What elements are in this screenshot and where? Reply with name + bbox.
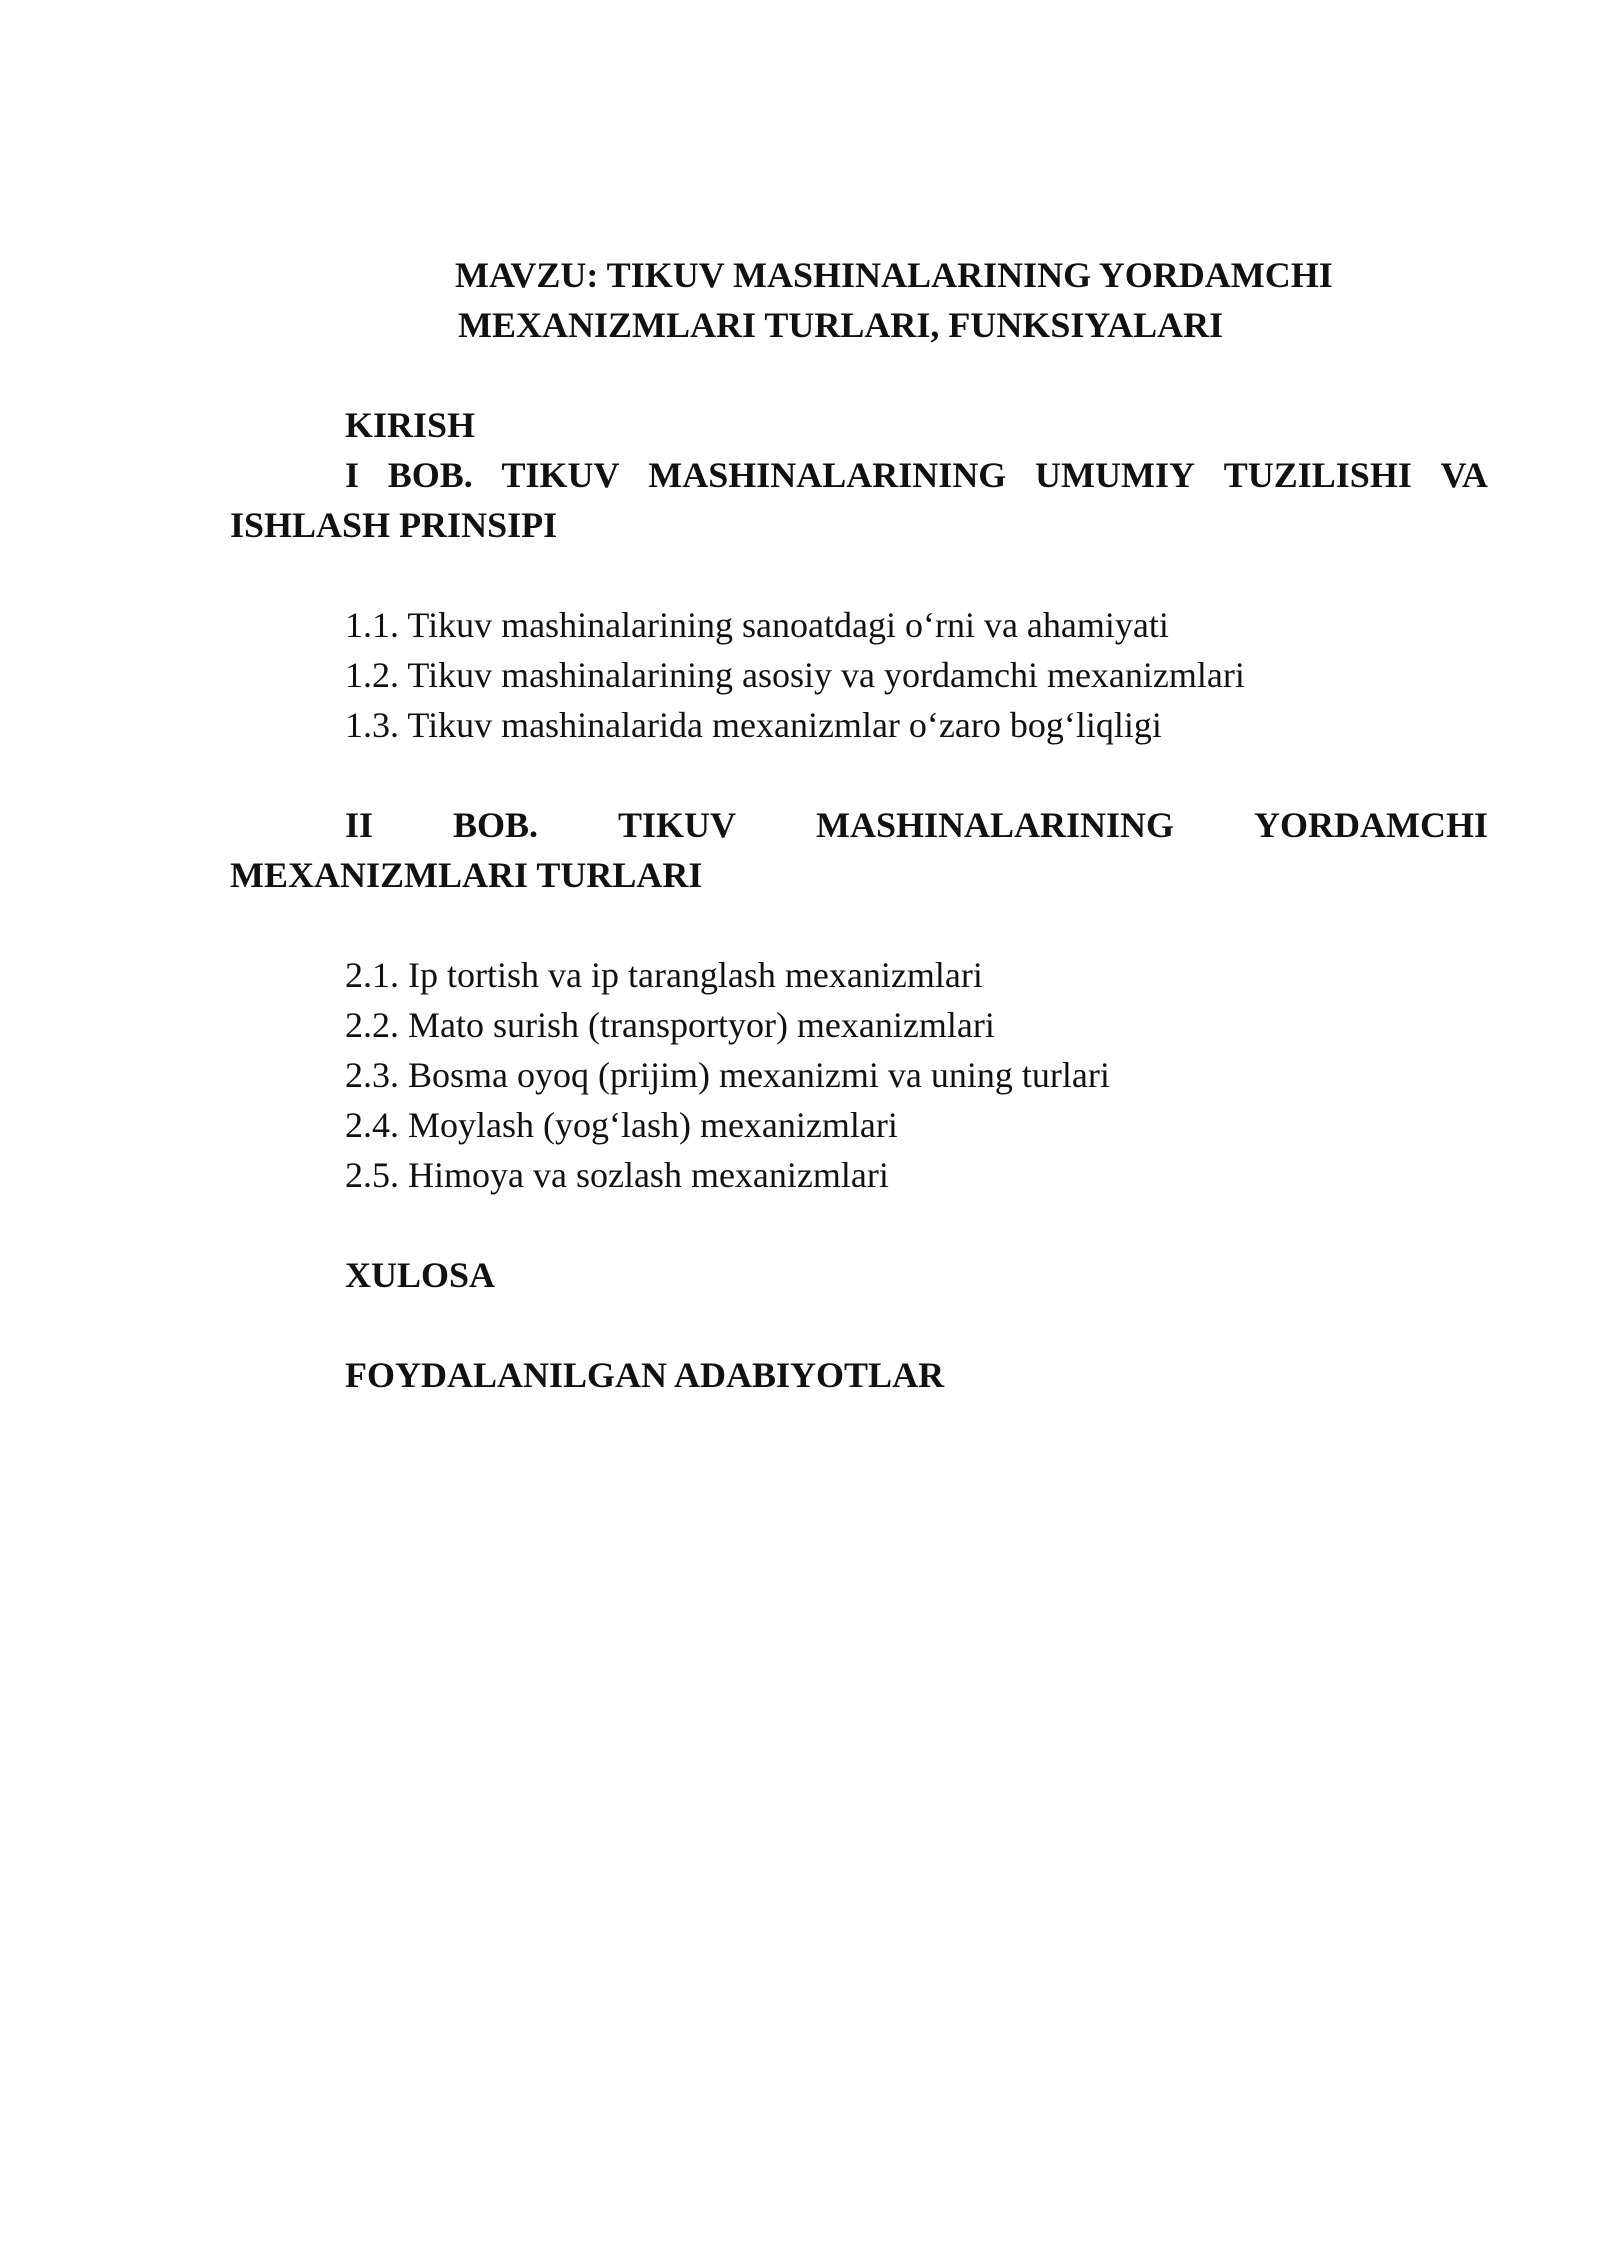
chapter-2-heading-line-2: MEXANIZMLARI TURLARI (230, 855, 703, 895)
chapter-1-word: TIKUV (501, 455, 620, 495)
chapter-1-word: VA (1440, 455, 1488, 495)
chapter-1-word: TUZILISHI (1223, 455, 1412, 495)
toc-item-2-2: 2.2. Mato surish (transportyor) mexanizmlari (345, 1005, 995, 1045)
toc-item-1-3: 1.3. Tikuv mashinalarida mexanizmlar o‘zaro bog‘liqligi (345, 705, 1162, 745)
toc-item-1-2: 1.2. Tikuv mashinalarining asosiy va yordamchi mexanizmlari (345, 655, 1245, 695)
chapter-1-word: BOB. (387, 455, 473, 495)
chapter-2-word: BOB. (453, 805, 539, 845)
chapter-1-word: I (345, 455, 360, 495)
chapter-1-heading-line-2: ISHLASH PRINSIPI (230, 505, 558, 545)
toc-conclusion: XULOSA (345, 1255, 496, 1295)
chapter-2-word: YORDAMCHI (1254, 805, 1488, 845)
chapter-2-word: TIKUV (618, 805, 737, 845)
toc-item-2-5: 2.5. Himoya va sozlash mexanizmlari (345, 1155, 889, 1195)
toc-item-1-1: 1.1. Tikuv mashinalarining sanoatdagi o‘rni va ahamiyati (345, 605, 1169, 645)
title-line-2: MEXANIZMLARI TURLARI, FUNKSIYALARI (458, 305, 1224, 345)
toc-item-2-4: 2.4. Moylash (yog‘lash) mexanizmlari (345, 1105, 898, 1145)
chapter-2-word: II (345, 805, 374, 845)
title-line-1: MAVZU: TIKUV MASHINALARINING YORDAMCHI (455, 255, 1333, 295)
toc-item-2-1: 2.1. Ip tortish va ip taranglash mexanizmlari (345, 955, 983, 995)
toc-references: FOYDALANILGAN ADABIYOTLAR (345, 1355, 945, 1395)
chapter-2-word: MASHINALARINING (816, 805, 1175, 845)
chapter-1-word: MASHINALARINING (648, 455, 1007, 495)
toc-intro: KIRISH (345, 405, 476, 445)
chapter-1-heading-line-1 (345, 450, 1488, 500)
chapter-2-heading-line-1 (345, 800, 1488, 850)
chapter-1-word: UMUMIY (1035, 455, 1196, 495)
toc-item-2-3: 2.3. Bosma oyoq (prijim) mexanizmi va uning turlari (345, 1055, 1110, 1095)
